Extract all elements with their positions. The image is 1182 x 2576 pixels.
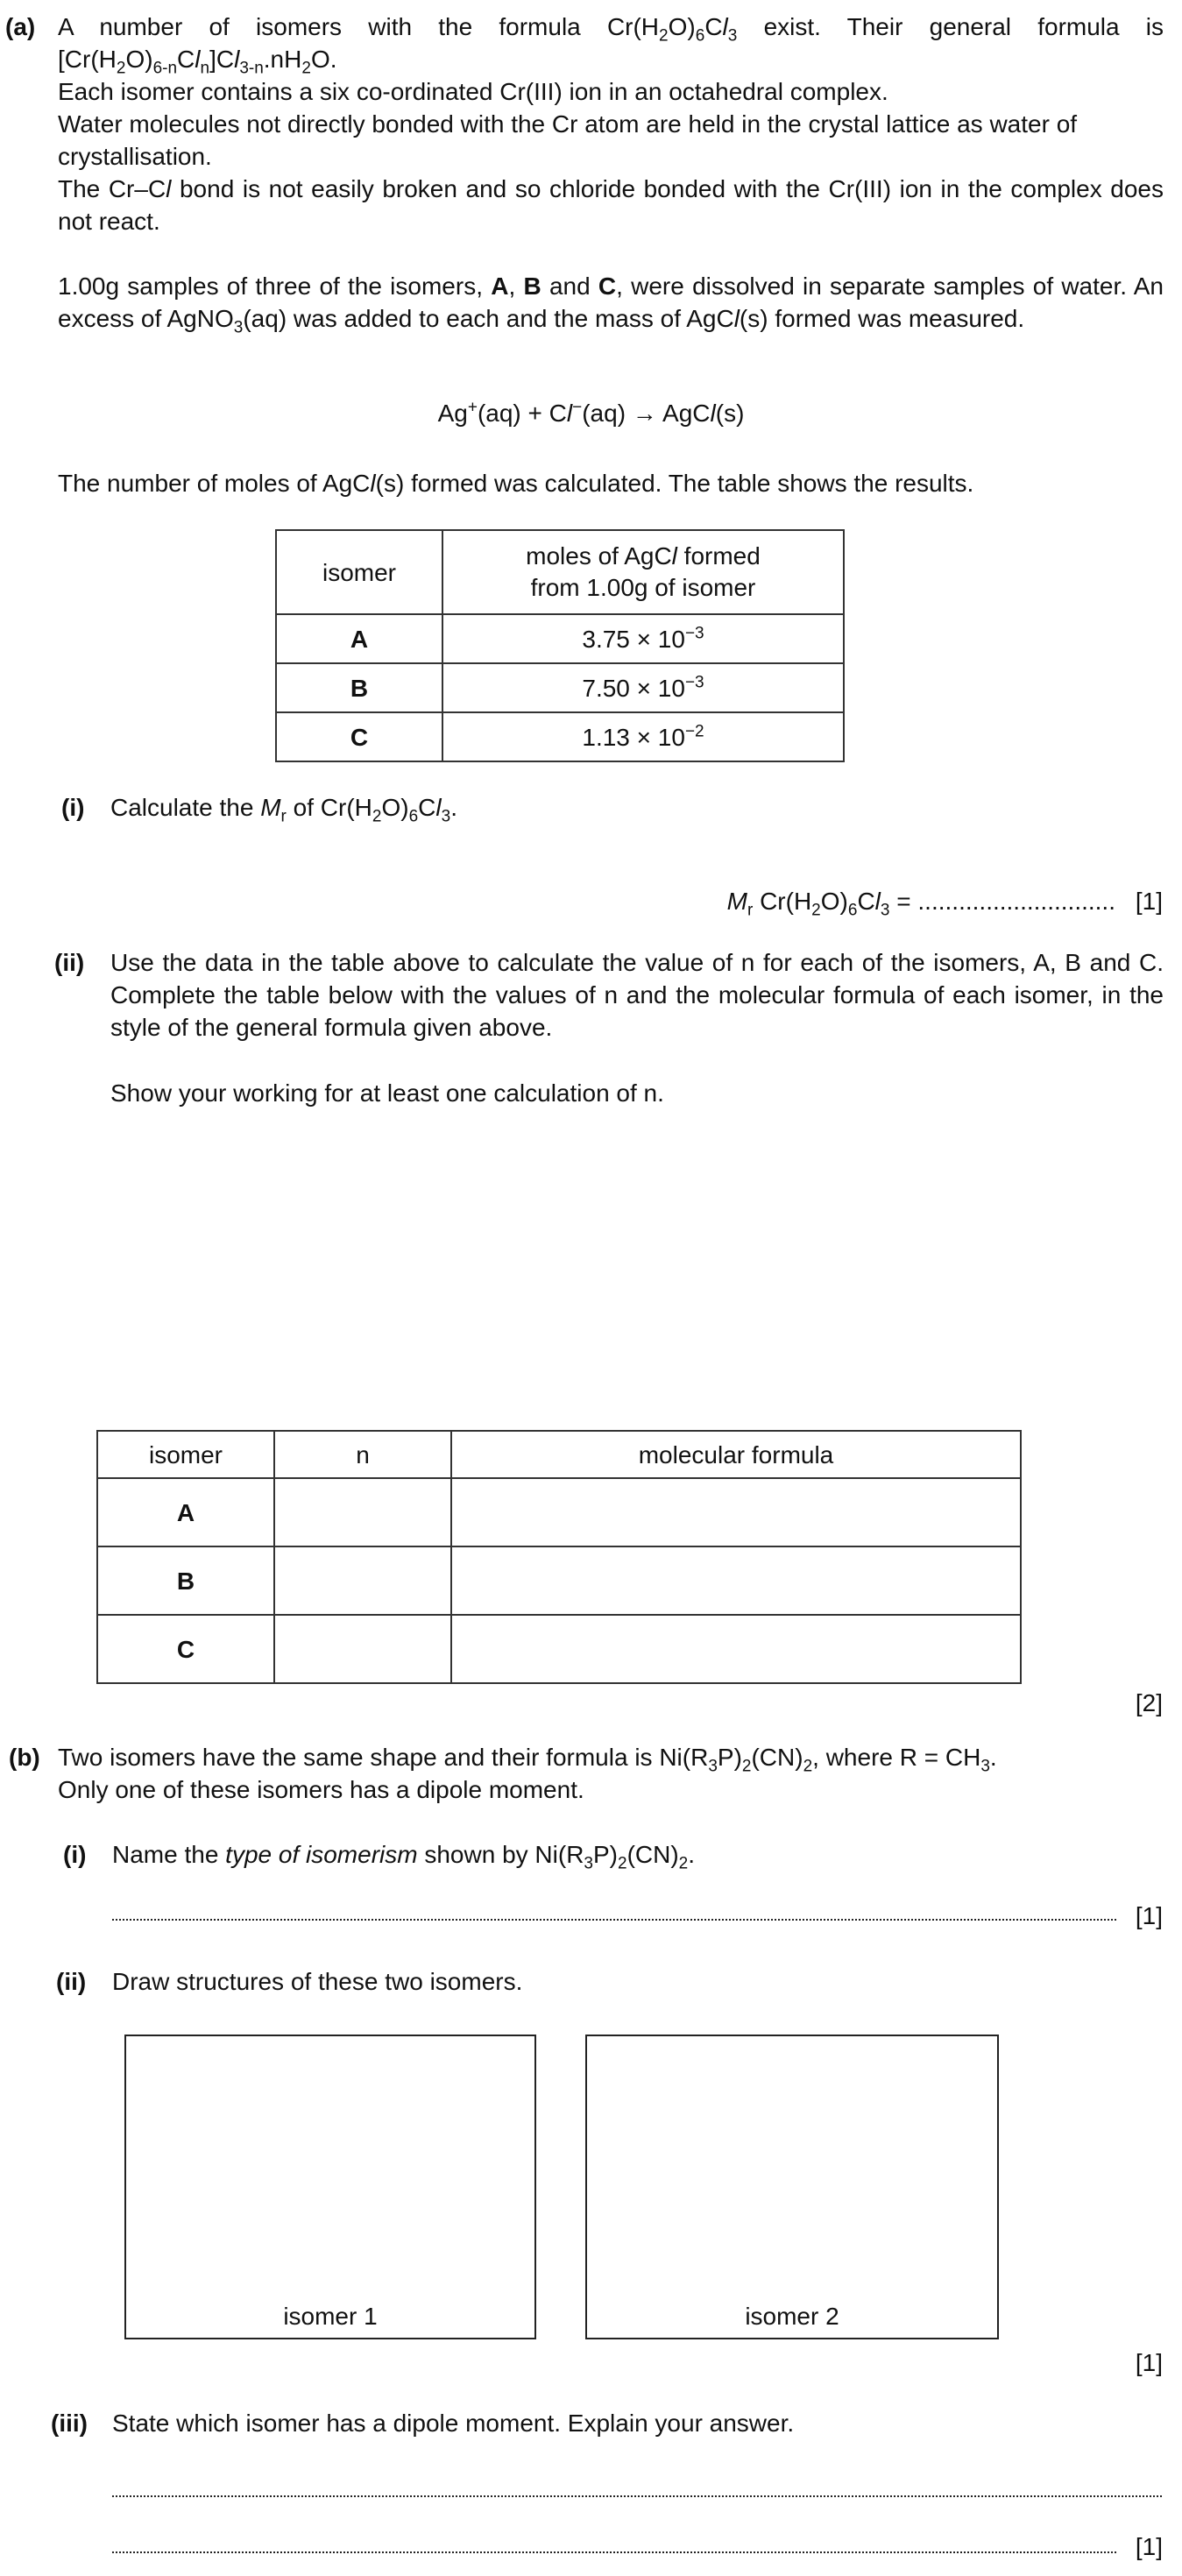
intro-text: P) <box>717 1744 742 1771</box>
sub: 2 <box>803 1757 813 1776</box>
header-isomer: isomer <box>276 530 442 614</box>
question-a-ii-text: Use the data in the table above to calculate the value of n for each of the isomers, A, B and C. Complete the table below with the values of n and the molecular formula of each isomer, in the style of the general formula given above. <box>110 949 1164 1041</box>
mantissa: 7.50 × 10 <box>582 674 685 702</box>
formula-text: ]C <box>209 46 235 73</box>
sup: + <box>467 398 478 417</box>
formula-text: O. <box>310 46 337 73</box>
question-b-iii-text: State which isomer has a dipole moment. Explain your answer. <box>112 2410 795 2437</box>
mantissa: 1.13 × 10 <box>582 723 685 751</box>
n-answer-cell[interactable] <box>274 1615 451 1683</box>
formula-text: .nH <box>263 46 302 73</box>
isomer-cell: A <box>276 614 442 663</box>
mark-a-i: [1] <box>1135 888 1163 915</box>
exponent: −3 <box>684 624 704 643</box>
question-a-i-text: Calculate the $M_r$ of $Cr(H_2O)_6Cl_3$. <box>110 794 457 826</box>
italic-l: l <box>166 175 172 202</box>
q-text: (CN) <box>626 1841 679 1868</box>
moles-cell <box>442 663 844 712</box>
italic-l: l <box>874 888 881 915</box>
isomer-cell: C <box>276 712 442 761</box>
table-header-row <box>276 530 844 614</box>
italic-l: l <box>671 542 677 570</box>
sub: 2 <box>741 1757 752 1776</box>
italic-l: l <box>195 46 201 73</box>
answer-line-b-i[interactable] <box>112 1919 1116 1921</box>
table-row <box>276 712 844 761</box>
exponent: −2 <box>684 722 704 741</box>
mark-a-ii: [2] <box>1135 1689 1163 1716</box>
n-answer-cell[interactable] <box>274 1478 451 1546</box>
sup: − <box>572 398 583 417</box>
q-text: C <box>418 794 436 821</box>
samples-paragraph <box>58 270 1164 335</box>
equation-text: (s) <box>715 400 745 427</box>
part-a-label: (a) <box>5 13 36 40</box>
moles-table <box>275 529 845 762</box>
question-b-i-text <box>112 1838 695 1871</box>
answer-line-b-iii-1[interactable] <box>112 2495 1162 2497</box>
isomer-1-drawing-box[interactable] <box>124 2035 536 2339</box>
intro-text: O) <box>668 13 696 40</box>
question-b-ii-label: (ii) <box>56 1968 87 1995</box>
sub: 6 <box>847 901 858 920</box>
sub: 3 <box>584 1854 593 1873</box>
q-text: shown by Ni(R <box>417 1841 584 1868</box>
header-isomer: isomer <box>97 1431 274 1478</box>
intro-text: C <box>704 13 723 40</box>
isomer-2-label: isomer 2 <box>745 2303 839 2330</box>
sub: 3 <box>880 901 890 920</box>
q-text: P) <box>593 1841 618 1868</box>
mark-b-i: [1] <box>1135 1902 1163 1929</box>
samples-text: , <box>508 272 524 300</box>
sub: 3-n <box>239 59 264 78</box>
q-text: Calculate the <box>110 794 261 821</box>
isomer-2-drawing-box[interactable] <box>585 2035 999 2339</box>
sub: 6 <box>408 807 419 826</box>
header-text: formed <box>676 542 761 570</box>
header-molecular-formula: molecular formula <box>451 1431 1021 1478</box>
question-a-i-label: (i) <box>61 794 85 821</box>
mark-b-iii: [1] <box>1135 2533 1163 2560</box>
bond-text: The Cr–C <box>58 175 166 202</box>
table-row <box>97 1478 1021 1546</box>
bond-sentence <box>58 173 1164 237</box>
sub: 2 <box>116 59 126 78</box>
part-b-label: (b) <box>9 1744 40 1771</box>
isomer-answer-table <box>96 1430 1022 1684</box>
formula-text: O) <box>125 46 153 73</box>
italic-l: l <box>710 400 716 427</box>
equation-text: (aq) + C <box>477 400 567 427</box>
sub: 6-n <box>152 59 178 78</box>
sub: 2 <box>618 1854 627 1873</box>
sub: 2 <box>301 59 311 78</box>
intro-text: , where R = CH <box>812 1744 981 1771</box>
bold-letter: B <box>523 272 541 300</box>
question-a-ii-working: Show your working for at least one calculation of n. <box>110 1079 664 1107</box>
sub: r <box>747 901 754 920</box>
sub: 2 <box>811 901 821 920</box>
bond-text: bond is not easily broken and so chloride bonded with the Cr(III) ion in the complex does not react. <box>58 175 1164 235</box>
formula-text: [Cr(H <box>58 46 117 73</box>
samples-text: (aq) was added to each and the mass of AgC <box>243 305 734 332</box>
isomer-cell: B <box>97 1546 274 1615</box>
samples-text: (s) formed was measured. <box>739 305 1025 332</box>
italic-l: l <box>722 13 728 40</box>
mantissa: 3.75 × 10 <box>582 625 685 653</box>
samples-text: 1.00g samples of three of the isomers, <box>58 272 492 300</box>
italic-l: l <box>234 46 240 73</box>
q-text: O) <box>381 794 409 821</box>
table-row <box>97 1546 1021 1615</box>
isomer-cell: A <box>97 1478 274 1546</box>
table-row <box>97 1615 1021 1683</box>
results-sentence <box>58 467 1164 499</box>
water-sentence: Water molecules not directly bonded with the Cr atom are held in the crystal lattice as water of crystallisation. <box>58 110 1078 170</box>
sub: 2 <box>372 807 382 826</box>
intro-text: A number of isomers with the formula Cr(H <box>58 13 660 40</box>
results-text: The number of moles of AgC <box>58 470 371 497</box>
answer-text: Cr(H <box>753 888 812 915</box>
sub: n <box>200 59 210 78</box>
sub: 6 <box>695 26 705 46</box>
sub: 2 <box>659 26 669 46</box>
question-b-iii-label: (iii) <box>51 2410 88 2437</box>
italic-l: l <box>435 794 442 821</box>
q-text: Name the <box>112 1841 226 1868</box>
samples-text: , were dissolved in separate samples of water. An excess of AgNO <box>58 272 1164 332</box>
formula-answer-cell[interactable] <box>451 1478 1021 1546</box>
sub: r <box>280 807 287 826</box>
mr-symbol: M <box>260 794 281 821</box>
sub: 3 <box>708 1757 718 1776</box>
italic-l: l <box>566 400 573 427</box>
mr-answer-line[interactable] <box>726 885 1115 920</box>
mark-b-ii: [1] <box>1135 2349 1163 2376</box>
table-row <box>276 663 844 712</box>
answer-line-b-iii-2[interactable] <box>112 2551 1116 2553</box>
header-n: n <box>274 1431 451 1478</box>
mr-symbol: M <box>726 888 747 915</box>
precipitation-equation <box>0 397 1182 429</box>
formula-answer-cell[interactable] <box>451 1615 1021 1683</box>
intro-text: (CN) <box>751 1744 803 1771</box>
isomer-1-label: isomer 1 <box>283 2303 378 2330</box>
samples-text: and <box>541 272 598 300</box>
sub: 2 <box>678 1854 689 1873</box>
table-header-row <box>97 1431 1021 1478</box>
moles-cell <box>442 712 844 761</box>
formula-text: C <box>177 46 195 73</box>
formula-answer-cell[interactable] <box>451 1546 1021 1615</box>
answer-text: C <box>857 888 875 915</box>
header-text: from 1.00g of isomer <box>530 574 756 601</box>
header-moles <box>442 530 844 614</box>
bold-letter: C <box>598 272 617 300</box>
isomer-cell: C <box>97 1615 274 1683</box>
q-text: of Cr(H <box>286 794 372 821</box>
part-b-dipole-sentence: Only one of these isomers has a dipole moment. <box>58 1776 584 1803</box>
sub: 3 <box>441 807 451 826</box>
general-formula <box>58 43 1164 78</box>
intro-text: . <box>989 1744 997 1771</box>
sub: 3 <box>233 318 244 337</box>
part-a-intro-line1 <box>58 11 1164 46</box>
intro-text: exist. Their general formula is <box>763 13 1164 40</box>
isomer-cell: B <box>276 663 442 712</box>
results-text: (s) formed was calculated. The table shows the results. <box>375 470 974 497</box>
question-a-ii-label: (ii) <box>54 949 85 976</box>
sub: 3 <box>727 26 738 46</box>
equation-text: Ag <box>437 400 468 427</box>
bold-letter: A <box>491 272 509 300</box>
equation-text: (aq) → AgC <box>582 400 711 427</box>
italic-l: l <box>733 305 740 332</box>
answer-text: O) <box>820 888 848 915</box>
octahedral-sentence: Each isomer contains a six co-ordinated Cr(III) ion in an octahedral complex. <box>58 78 888 105</box>
question-b-ii-text: Draw structures of these two isomers. <box>112 1968 523 1995</box>
intro-text: Two isomers have the same shape and their formula is Ni(R <box>58 1744 709 1771</box>
answer-dots: = ............................. <box>889 888 1115 915</box>
q-text: . <box>688 1841 696 1868</box>
part-b-intro <box>58 1741 1164 1776</box>
italic-l: l <box>370 470 376 497</box>
question-b-i-label: (i) <box>63 1841 87 1868</box>
exponent: −3 <box>684 673 704 692</box>
moles-cell <box>442 614 844 663</box>
n-answer-cell[interactable] <box>274 1546 451 1615</box>
header-text: moles of AgC <box>526 542 672 570</box>
table-row <box>276 614 844 663</box>
q-italic: type of isomerism <box>225 1841 418 1868</box>
sub: 3 <box>980 1757 990 1776</box>
